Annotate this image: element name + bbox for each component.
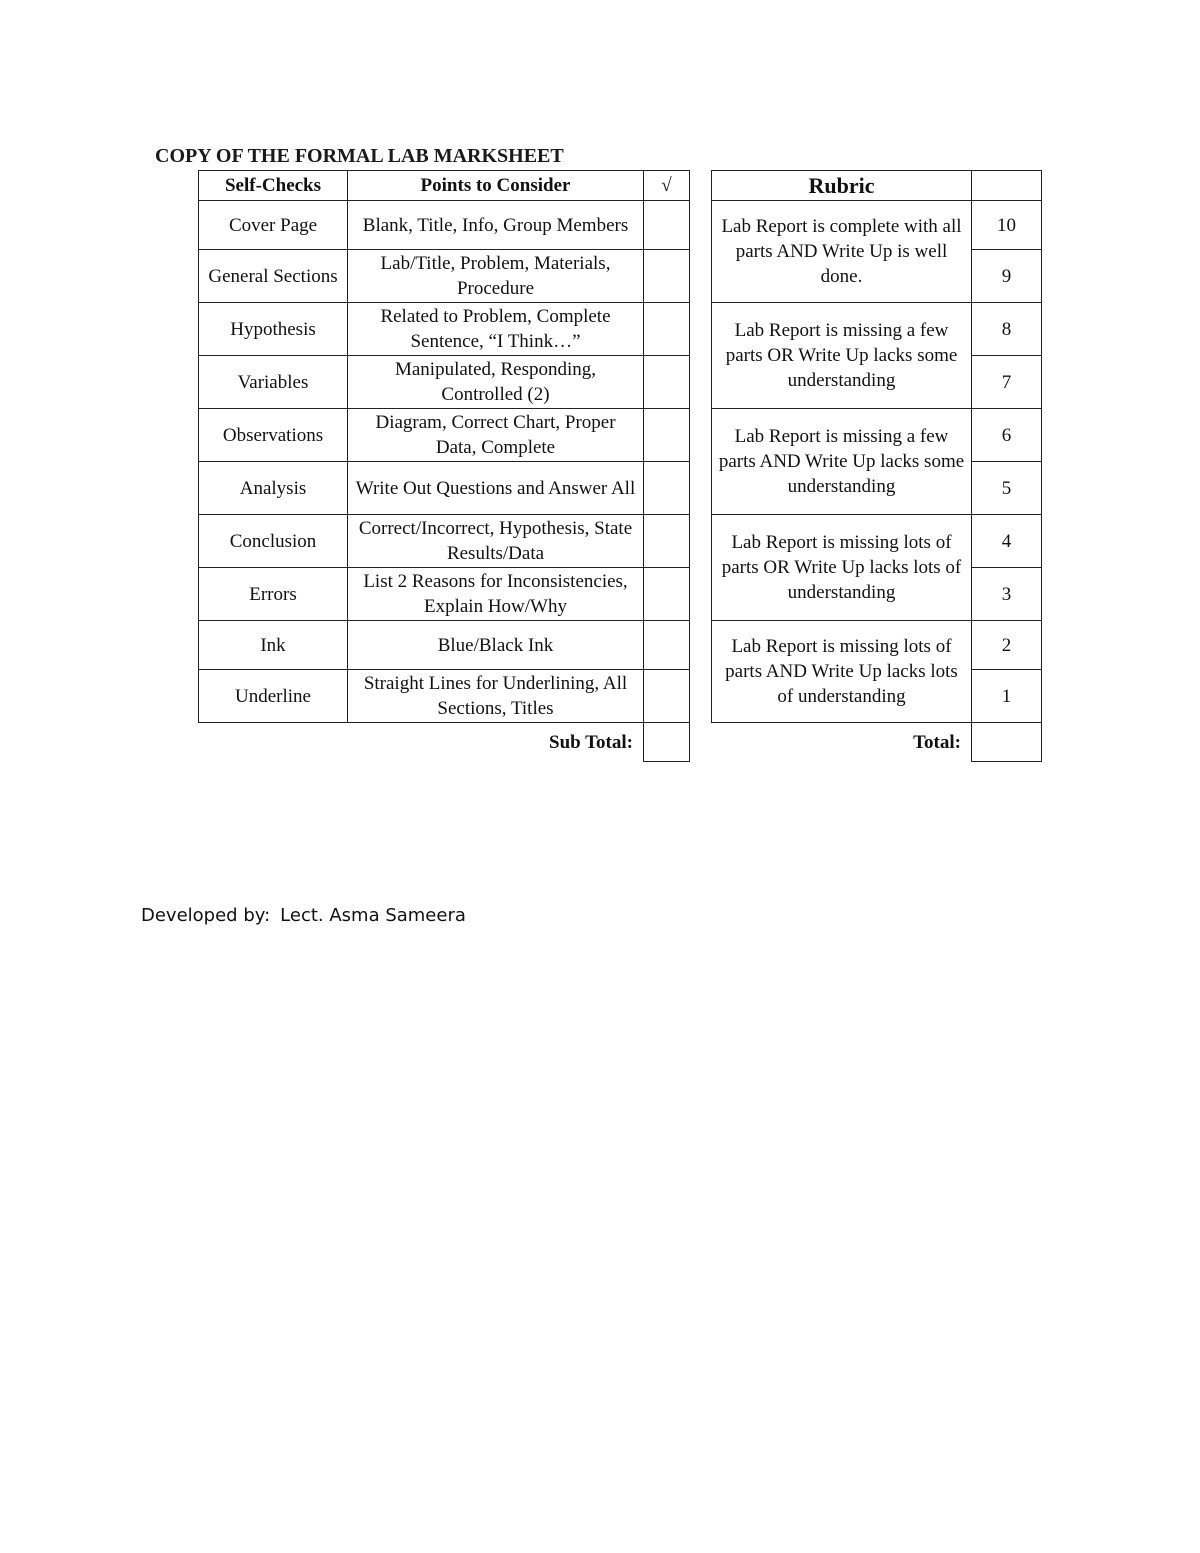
- self-check-label: Variables: [199, 356, 348, 409]
- points-cell: Diagram, Correct Chart, Proper Data, Complete: [348, 409, 644, 462]
- self-check-label: Conclusion: [199, 515, 348, 568]
- rubric-score: 5: [972, 462, 1042, 515]
- points-cell: Related to Problem, Complete Sentence, “I Think…”: [348, 303, 644, 356]
- check-box[interactable]: [644, 250, 690, 303]
- total-label: Total:: [913, 731, 961, 753]
- rubric-score: 3: [972, 568, 1042, 621]
- points-cell: Manipulated, Responding, Controlled (2): [348, 356, 644, 409]
- points-cell: Lab/Title, Problem, Materials, Procedure: [348, 250, 644, 303]
- self-check-label: Ink: [199, 621, 348, 670]
- points-cell: Write Out Questions and Answer All: [348, 462, 644, 515]
- footer-credit: [141, 905, 466, 926]
- table-row: [199, 201, 690, 250]
- table-row: [199, 515, 690, 568]
- rubric-score: 10: [972, 201, 1042, 250]
- rubric-score: 9: [972, 250, 1042, 303]
- table-row: [199, 462, 690, 515]
- self-check-label: General Sections: [199, 250, 348, 303]
- rubric-score: 2: [972, 621, 1042, 670]
- self-check-label: Observations: [199, 409, 348, 462]
- rubric-description: Lab Report is missing a few parts OR Write Up lacks some understanding: [712, 303, 972, 409]
- check-box[interactable]: [644, 568, 690, 621]
- self-check-label: Cover Page: [199, 201, 348, 250]
- table-row: [199, 409, 690, 462]
- table-row: [199, 250, 690, 303]
- points-header: Points to Consider: [348, 171, 644, 201]
- footer-author: Lect. Asma Sameera: [280, 905, 466, 926]
- rubric-description: Lab Report is missing a few parts AND Write Up lacks some understanding: [712, 409, 972, 515]
- rubric-table: [711, 170, 1042, 762]
- score-header: [972, 171, 1042, 201]
- check-box[interactable]: [644, 409, 690, 462]
- self-checks-table: [198, 170, 690, 762]
- check-box[interactable]: [644, 201, 690, 250]
- rubric-description: Lab Report is complete with all parts AND Write Up is well done.: [712, 201, 972, 303]
- self-check-label: Analysis: [199, 462, 348, 515]
- total-box[interactable]: [972, 723, 1042, 762]
- rubric-score: 4: [972, 515, 1042, 568]
- self-check-label: Errors: [199, 568, 348, 621]
- table-row: [199, 568, 690, 621]
- rubric-score: 8: [972, 303, 1042, 356]
- check-box[interactable]: [644, 515, 690, 568]
- self-check-label: Underline: [199, 670, 348, 723]
- rubric-score: 6: [972, 409, 1042, 462]
- check-box[interactable]: [644, 356, 690, 409]
- subtotal-label: Sub Total:: [549, 731, 633, 753]
- rubric-description: Lab Report is missing lots of parts OR Write Up lacks lots of understanding: [712, 515, 972, 621]
- points-cell: Blue/Black Ink: [348, 621, 644, 670]
- footer-label: Developed by:: [141, 905, 271, 926]
- table-row: [199, 621, 690, 670]
- rubric-score: 7: [972, 356, 1042, 409]
- points-cell: Blank, Title, Info, Group Members: [348, 201, 644, 250]
- page-title: COPY OF THE FORMAL LAB MARKSHEET: [155, 145, 564, 167]
- check-box[interactable]: [644, 462, 690, 515]
- points-cell: Straight Lines for Underlining, All Sections, Titles: [348, 670, 644, 723]
- self-checks-header: Self-Checks: [199, 171, 348, 201]
- subtotal-box[interactable]: [644, 723, 690, 762]
- check-box[interactable]: [644, 621, 690, 670]
- table-row: [199, 356, 690, 409]
- table-row: [199, 303, 690, 356]
- check-box[interactable]: [644, 670, 690, 723]
- rubric-description: Lab Report is missing lots of parts AND Write Up lacks lots of understanding: [712, 621, 972, 723]
- rubric-header: Rubric: [712, 171, 972, 201]
- checkmark-header: √: [644, 171, 690, 201]
- points-cell: List 2 Reasons for Inconsistencies, Explain How/Why: [348, 568, 644, 621]
- rubric-score: 1: [972, 670, 1042, 723]
- self-check-label: Hypothesis: [199, 303, 348, 356]
- points-cell: Correct/Incorrect, Hypothesis, State Results/Data: [348, 515, 644, 568]
- table-row: [199, 670, 690, 723]
- check-box[interactable]: [644, 303, 690, 356]
